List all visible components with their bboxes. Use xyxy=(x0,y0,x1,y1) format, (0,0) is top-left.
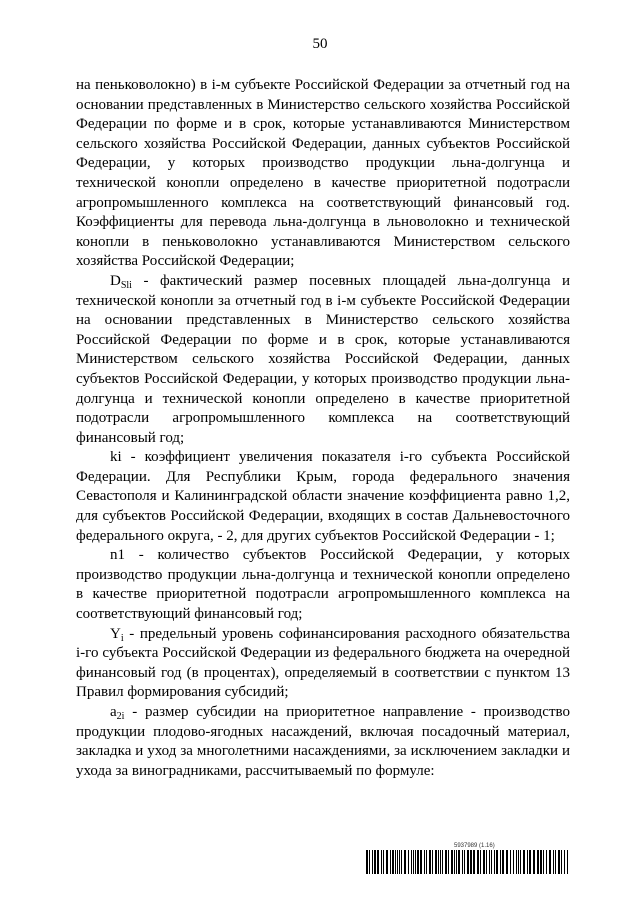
barcode-bar xyxy=(518,850,519,874)
barcode-bar xyxy=(558,850,560,874)
barcode-bar xyxy=(386,850,388,874)
barcode-bar xyxy=(424,850,425,874)
barcode-bar xyxy=(464,850,465,874)
barcode-bar xyxy=(366,850,368,874)
symbol: a xyxy=(110,704,117,720)
barcode-bar xyxy=(435,850,437,874)
barcode-bar xyxy=(549,850,551,874)
barcode-bar xyxy=(448,850,449,874)
barcode-bar xyxy=(395,850,396,874)
barcode-bar xyxy=(486,850,487,874)
barcode-bar xyxy=(491,850,492,874)
barcode-bar xyxy=(426,850,427,874)
barcode-bar xyxy=(404,850,406,874)
barcode-bar xyxy=(415,850,416,874)
barcode-bar xyxy=(438,850,439,874)
barcode-bar xyxy=(529,850,531,874)
barcode-bar xyxy=(513,850,514,874)
page-number: 50 xyxy=(312,36,328,52)
paragraph-text: n1 - количество субъектов Российской Федерации, у которых производство продукции льна-долгунца и технической конопли определено в качестве приоритетной подотрасли агропромышленного комплекса на соответствующий финансовый год; xyxy=(76,547,570,623)
barcode-bar xyxy=(470,850,472,874)
barcode-bar xyxy=(555,850,556,874)
barcode-bar xyxy=(440,850,441,874)
barcode-bar xyxy=(502,850,504,874)
barcode-bar xyxy=(369,850,370,874)
paragraph-text: ki - коэффициент увеличения показателя i-го субъекта Российской Федерации. Для Республики Крым, города федерального значения Севастополя и Калининградской области значение коэффициента равно 1,2, для субъектов Российской Федерации, входящих в состав Дальневосточного федерального округа, - 2, для других субъектов Российской Федерации - 1; xyxy=(76,449,570,544)
barcode-bar xyxy=(458,850,460,874)
paragraph-5 xyxy=(76,625,570,703)
barcode-bar xyxy=(411,850,412,874)
symbol: Y xyxy=(110,625,121,642)
barcode-bar xyxy=(372,850,373,874)
document-code: 5937989 (1.16) xyxy=(454,843,495,849)
paragraph-text: - размер субсидии на приоритетное направление - производство продукции плодово-ягодных насаждений, включая посадочный материал, закладка и уход за многолетними насаждениями, за исключением закладки и ухода за виноградниками, рассчитываемый по формуле: xyxy=(76,704,570,779)
barcode-bar xyxy=(567,850,568,874)
barcode-bar xyxy=(390,850,391,874)
barcode-bar xyxy=(561,850,562,874)
paragraph-6 xyxy=(76,703,570,781)
barcode-bar xyxy=(462,850,463,874)
barcode-bar xyxy=(496,850,498,874)
barcode-bar xyxy=(506,850,508,874)
barcode-bar xyxy=(399,850,400,874)
paragraph-text: - фактический размер посевных площадей льна-долгунца и технической конопли за отчетный год в i-м субъекте Российской Федерации на основании представленных в Министерство сельского хозяйства Российской Федерации по форме и в срок, которые устанавливаются Министерством сельского хозяйства Российской Федерации, данных субъектов Российской Федерации, у которых производство продукции льна-долгунца и технической конопли определено в качестве приоритетной подотрасли агропромышленного комплекса на соответствующий финансовый год; xyxy=(76,272,570,446)
barcode-bar xyxy=(510,850,511,874)
paragraph-3 xyxy=(76,448,570,546)
barcode-bar xyxy=(374,850,376,874)
barcode-bar xyxy=(540,850,542,874)
barcode-bar xyxy=(523,850,525,874)
paragraph-1 xyxy=(76,76,570,272)
barcode-bar xyxy=(467,850,469,874)
barcode xyxy=(366,850,570,874)
barcode-bar xyxy=(377,850,379,874)
barcode-bar xyxy=(432,850,433,874)
barcode-bar xyxy=(413,850,414,874)
barcode-bar xyxy=(553,850,554,874)
barcode-bar xyxy=(445,850,447,874)
barcode-bar xyxy=(546,850,547,874)
barcode-bar xyxy=(429,850,431,874)
barcode-bar xyxy=(489,850,490,874)
barcode-bar xyxy=(494,850,495,874)
barcode-bar xyxy=(543,850,544,874)
paragraph-2 xyxy=(76,272,570,448)
barcode-bar xyxy=(401,850,402,874)
barcode-bar xyxy=(477,850,479,874)
barcode-bar xyxy=(383,850,384,874)
barcode-bar xyxy=(533,850,535,874)
paragraph-text: на пеньковолокно) в i-м субъекте Российской Федерации за отчетный год на основании представленных в Министерство сельского хозяйства Российской Федерации по форме и в срок, которые устанавливаются Министерством сельского хозяйства Российской Федерации, данных субъектов Российской Федерации, у которых производство продукции льна-долгунца и технической конопли определено в качестве приоритетной подотрасли агропромышленного комплекса на соответствующий финансовый год. Коэффициенты для перевода льна-долгунца в льноволокно и технической конопли в пеньковолокно устанавливаются Министерством сельского хозяйства Российской Федерации; xyxy=(76,77,570,270)
barcode-bar xyxy=(480,850,481,874)
barcode-bar xyxy=(527,850,528,874)
barcode-bar xyxy=(456,850,457,874)
barcode-bar xyxy=(483,850,485,874)
barcode-bar xyxy=(516,850,517,874)
symbol-subscript: 2i xyxy=(116,711,125,722)
barcode-bar xyxy=(392,850,394,874)
document-body xyxy=(76,76,570,781)
symbol-subscript: i xyxy=(120,632,124,644)
barcode-bar xyxy=(564,850,565,874)
paragraph-text: - предельный уровень софинансирования расходного обязательства i-го субъекта Российской Федерации из федерального бюджета на очередной финансовый год (в процентах), определяемый в соответствии с пунктом 13 Правил формирования субсидий; xyxy=(76,625,570,701)
barcode-bar xyxy=(537,850,539,874)
barcode-bar xyxy=(454,850,455,874)
paragraph-4 xyxy=(76,546,570,624)
barcode-bar xyxy=(420,850,422,874)
barcode-bar xyxy=(381,850,382,874)
barcode-bar xyxy=(417,850,419,874)
symbol: D xyxy=(110,272,121,289)
barcode-bar xyxy=(397,850,398,874)
barcode-bar xyxy=(473,850,475,874)
symbol-subscript: Sli xyxy=(120,279,132,291)
barcode-bar xyxy=(451,850,453,874)
barcode-bar xyxy=(520,850,521,874)
barcode-bar xyxy=(500,850,501,874)
barcode-bar xyxy=(408,850,409,874)
barcode-bar xyxy=(442,850,443,874)
